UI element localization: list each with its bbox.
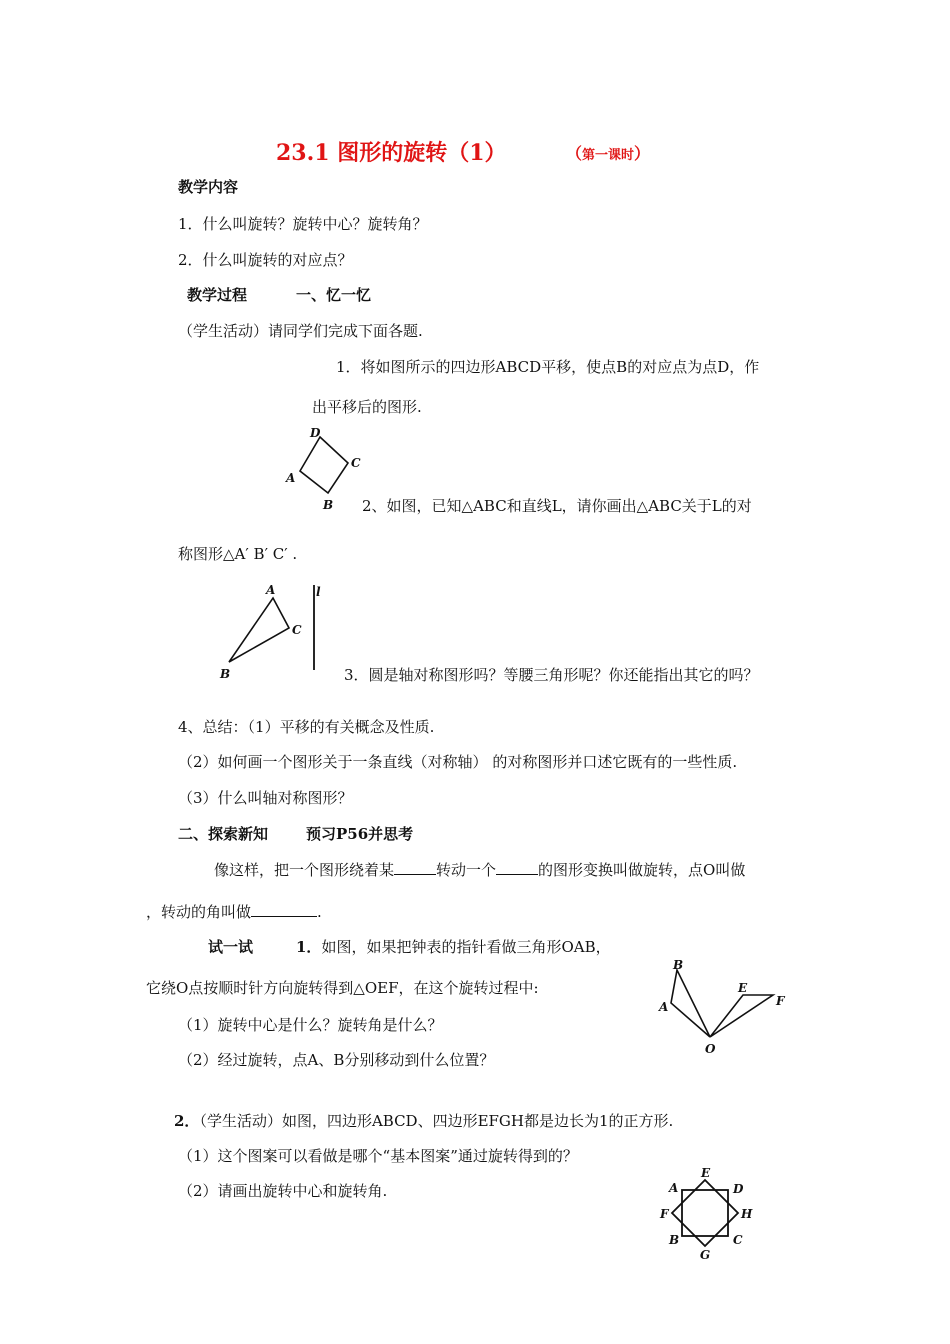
label-c: C [351, 456, 361, 470]
fill-blank-3[interactable] [251, 902, 317, 917]
label-a: A [286, 471, 296, 485]
label-e: E [701, 1166, 711, 1180]
summary-2: （2）如何画一个图形关于一条直线（对称轴） 的对称图形并口述它既有的一些性质. [178, 753, 738, 771]
fill-blank-1[interactable] [394, 860, 436, 875]
task-2-line-1: 2、如图，已知△ABC和直线L，请你画出△ABC关于L的对 [362, 497, 752, 515]
label-c: C [733, 1233, 743, 1247]
label-f: F [776, 994, 785, 1008]
task-2-line-2: 称图形△A′ B′ C′ . [178, 545, 298, 563]
label-e: E [738, 981, 748, 995]
label-o: O [705, 1042, 716, 1056]
try-2-question-1: （1）这个图案可以看做是哪个“基本图案”通过旋转得到的？ [178, 1147, 578, 1165]
heading-recall: 一、忆一忆 [296, 286, 372, 304]
label-l: l [316, 585, 321, 599]
heading-preview: 预习P56并思考 [306, 825, 414, 843]
label-b: B [673, 958, 684, 972]
heading-teaching-process: 教学过程 [187, 286, 248, 304]
two-squares-octagram-figure [655, 1163, 760, 1263]
try-2-question-2: （2）请画出旋转中心和旋转角. [178, 1182, 388, 1200]
page-title: 23.1 图形的旋转（1） [276, 140, 507, 166]
label-d: D [310, 426, 321, 440]
summary-3: （3）什么叫轴对称图形？ [178, 789, 353, 807]
task-1-line-2: 出平移后的图形. [312, 398, 422, 416]
explore-definition: 像这样，把一个图形绕着某 转动一个 的图形变换叫做旋转，点O叫做 [214, 861, 746, 879]
label-b: B [669, 1233, 680, 1247]
question-2: 2．什么叫旋转的对应点？ [178, 251, 353, 269]
heading-teaching-content: 教学内容 [178, 178, 239, 196]
label-f: F [660, 1207, 669, 1221]
try-1-question-2: （2）经过旋转，点A、B分别移动到什么位置？ [178, 1051, 495, 1069]
try-it-label: 试一试 [208, 938, 254, 956]
try-2: 2．（学生活动）如图，四边形ABCD、四边形EFGH都是边长为1的正方形. [174, 1112, 674, 1130]
label-c: C [292, 623, 302, 637]
heading-explore: 二、探索新知 [178, 825, 269, 843]
task-1-line-1: 1．将如图所示的四边形ABCD平移，使点B的对应点为点D，作 [336, 358, 760, 376]
label-g: G [700, 1248, 711, 1262]
label-a: A [669, 1181, 679, 1195]
lesson-period: （第一课时） [566, 144, 651, 163]
label-b: B [323, 498, 334, 512]
try-1: 1．如图，如果把钟表的指针看做三角形OAB， [296, 938, 611, 956]
student-activity-text: （学生活动）请同学们完成下面各题. [178, 322, 423, 340]
try-1-line-2: 它绕O点按顺时针方向旋转得到△OEF，在这个旋转过程中: [146, 979, 539, 997]
summary-1: 4、总结：（1）平移的有关概念及性质. [178, 718, 435, 736]
task-3: 3．圆是轴对称图形吗？等腰三角形呢？你还能指出其它的吗？ [344, 666, 759, 684]
quadrilateral-abcd-figure [280, 425, 370, 515]
clock-hands-rotation-figure [655, 955, 795, 1060]
explore-definition-cont: ，转动的角叫做 . [146, 903, 322, 921]
question-1: 1．什么叫旋转？旋转中心？旋转角？ [178, 215, 428, 233]
fill-blank-2[interactable] [496, 860, 538, 875]
label-h: H [741, 1207, 753, 1221]
label-a: A [659, 1000, 669, 1014]
triangle-abc-line-l-figure [215, 580, 330, 685]
label-d: D [733, 1182, 744, 1196]
try-1-question-1: （1）旋转中心是什么？旋转角是什么？ [178, 1016, 443, 1034]
label-a: A [266, 583, 276, 597]
label-b: B [220, 667, 231, 681]
